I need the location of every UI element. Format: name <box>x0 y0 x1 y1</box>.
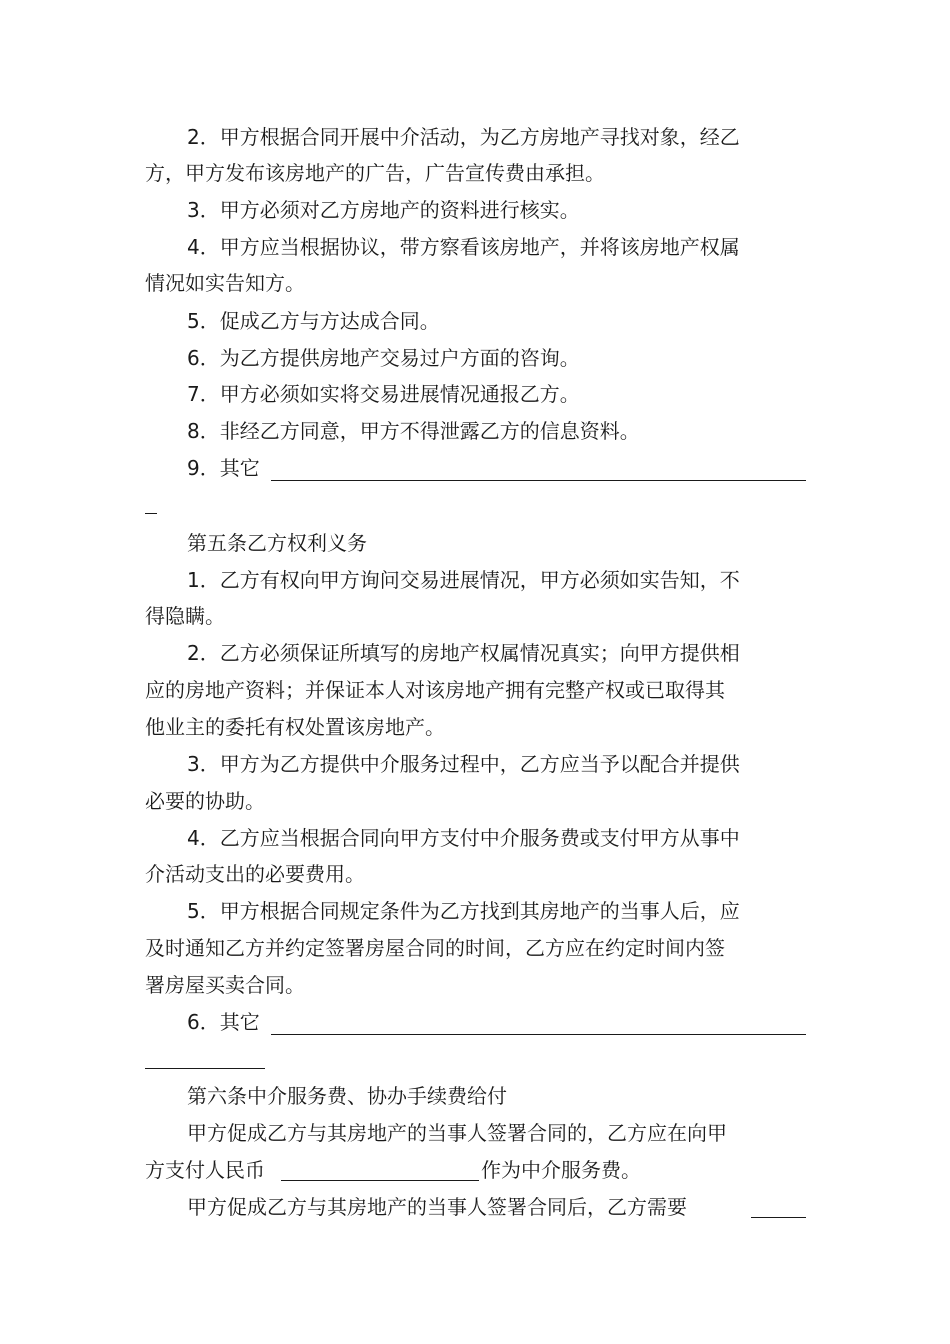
text-line: 署房屋买卖合同。 <box>145 973 305 997</box>
text-line: 2．甲方根据合同开展中介活动，为乙方房地产寻找对象，经乙 <box>187 125 740 149</box>
text-line: 必要的协助。 <box>145 789 265 813</box>
text-line: 及时通知乙方并约定签署房屋合同的时间，乙方应在约定时间内签 <box>145 936 725 960</box>
text-line: 方，甲方发布该房地产的广告，广告宣传费由承担。 <box>145 161 605 185</box>
text-line: 6．其它 <box>187 1010 260 1034</box>
text-line: 4．甲方应当根据协议，带方察看该房地产，并将该房地产权属 <box>187 235 740 259</box>
section-heading: 第六条中介服务费、协办手续费给付 <box>187 1084 507 1108</box>
text-line: 情况如实告知方。 <box>145 271 305 295</box>
text-line: 作为中介服务费。 <box>481 1158 641 1182</box>
text-line: 他业主的委托有权处置该房地产。 <box>145 715 445 739</box>
text-line: 9．其它 <box>187 456 260 480</box>
text-line: 甲方促成乙方与其房地产的当事人签署合同的，乙方应在向甲 <box>187 1121 727 1145</box>
text-line: 7．甲方必须如实将交易进展情况通报乙方。 <box>187 382 580 406</box>
text-line: 5．甲方根据合同规定条件为乙方找到其房地产的当事人后，应 <box>187 899 740 923</box>
blank-fill-line <box>271 480 806 481</box>
text-line: 3．甲方为乙方提供中介服务过程中，乙方应当予以配合并提供 <box>187 752 740 776</box>
text-line: 甲方促成乙方与其房地产的当事人签署合同后，乙方需要 <box>187 1195 687 1219</box>
text-line: 应的房地产资料；并保证本人对该房地产拥有完整产权或已取得其 <box>145 678 725 702</box>
blank-fill-line <box>145 1068 265 1069</box>
section-heading: 第五条乙方权利义务 <box>187 531 367 555</box>
blank-fill-line <box>751 1217 806 1218</box>
text-line: 介活动支出的必要费用。 <box>145 862 365 886</box>
text-line: 4．乙方应当根据合同向甲方支付中介服务费或支付甲方从事中 <box>187 826 740 850</box>
text-line: 8．非经乙方同意，甲方不得泄露乙方的信息资料。 <box>187 419 640 443</box>
blank-fill-line <box>271 1034 806 1035</box>
text-line: 得隐瞒。 <box>145 604 225 628</box>
text-line: 5．促成乙方与方达成合同。 <box>187 309 440 333</box>
text-line: 1．乙方有权向甲方询问交易进展情况，甲方必须如实告知，不 <box>187 568 740 592</box>
text-line: 6．为乙方提供房地产交易过户方面的咨询。 <box>187 346 580 370</box>
blank-fill-line <box>281 1180 479 1181</box>
text-line: 3．甲方必须对乙方房地产的资料进行核实。 <box>187 198 580 222</box>
blank-fill-line <box>145 513 157 514</box>
text-line: 2．乙方必须保证所填写的房地产权属情况真实；向甲方提供相 <box>187 641 740 665</box>
text-line: 方支付人民币 <box>145 1158 265 1182</box>
